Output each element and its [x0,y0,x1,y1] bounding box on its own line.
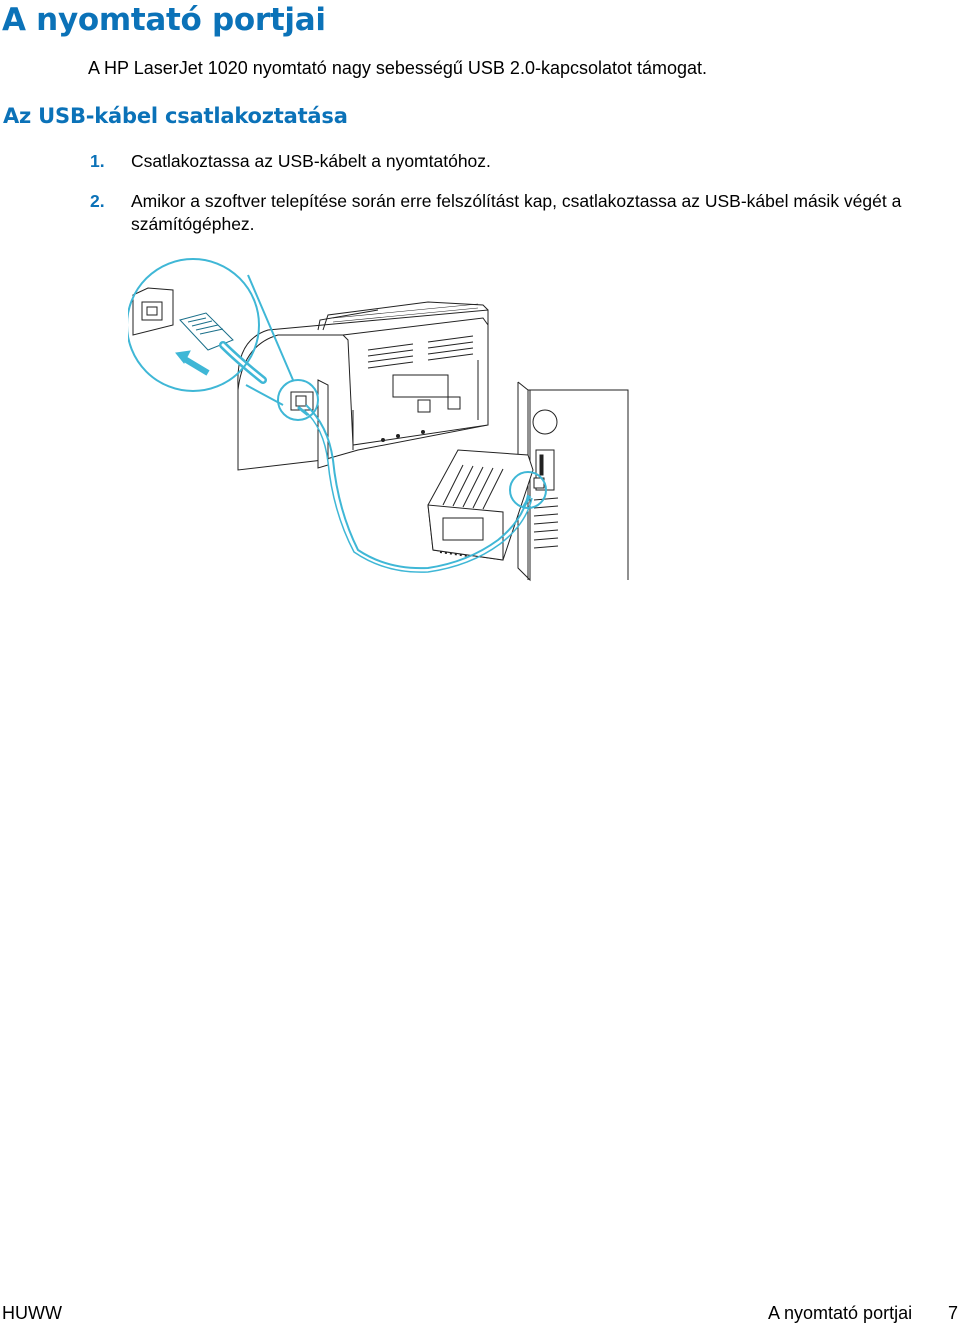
step-2 [90,190,950,236]
step-text: Amikor a szoftver telepítése során erre felszólítást kap, csatlakoztassa az USB-kábel másik végét a számítógéphez. [131,191,902,234]
step-number: 1. [90,151,105,171]
intro-paragraph: A HP LaserJet 1020 nyomtató nagy sebességű USB 2.0-kapcsolatot támogat. [88,58,708,78]
step-text: Csatlakoztassa az USB-kábelt a nyomtatóhoz. [131,151,491,171]
section-heading: Az USB-kábel csatlakoztatása [3,104,348,128]
usb-connection-illustration [128,250,638,590]
step-1 [90,150,950,173]
page-title: A nyomtató portjai [2,2,326,38]
step-number: 2. [90,191,105,211]
footer-document-code: HUWW [2,1303,62,1323]
footer-page-number: 7 [948,1303,959,1323]
printer-illustration [238,302,488,470]
computer-illustration [518,382,628,580]
footer-section-title: A nyomtató portjai [768,1303,913,1323]
